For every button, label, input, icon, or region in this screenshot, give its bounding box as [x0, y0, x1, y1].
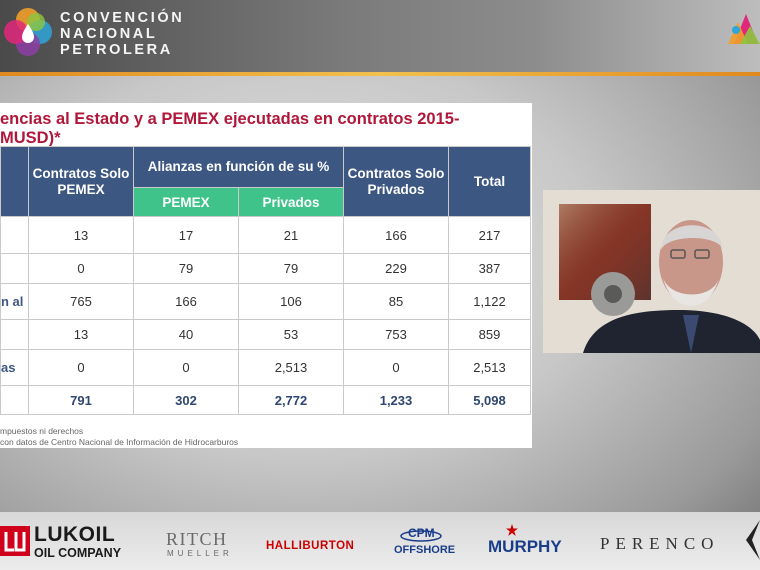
footnote-2: con datos de Centro Nacional de Información de Hidrocarburos — [0, 437, 239, 447]
cell: 85 — [344, 284, 449, 320]
brand-line-2: NACIONAL — [60, 26, 158, 42]
cell: 2,772 — [239, 386, 344, 415]
cell: 0 — [344, 350, 449, 386]
brand-line-1: CONVENCIÓN — [60, 10, 185, 26]
cell: 166 — [344, 217, 449, 254]
row-label: n al — [1, 284, 29, 320]
row-label — [1, 386, 29, 415]
table-row-total — [1, 386, 531, 415]
slide-title-line-2: MUSD)* — [0, 129, 61, 147]
sponsor-emblem-icon — [742, 520, 760, 560]
cell: 0 — [29, 350, 134, 386]
convention-logo-icon — [2, 6, 54, 58]
cell: 13 — [29, 217, 134, 254]
cell: 387 — [449, 254, 531, 284]
cell: 229 — [344, 254, 449, 284]
sponsor-cpm-sub: OFFSHORE — [394, 544, 456, 556]
row-label — [1, 217, 29, 254]
sponsor-perenco: PERENCO — [600, 534, 720, 553]
table-row — [1, 254, 531, 284]
cell: 2,513 — [449, 350, 531, 386]
header-privados: Privados — [239, 188, 344, 217]
table-row — [1, 284, 531, 320]
table-row — [1, 320, 531, 350]
convention-logo-text — [60, 10, 184, 58]
cell: 1,122 — [449, 284, 531, 320]
header-alianzas: Alianzas en función de su % — [134, 147, 344, 188]
lukoil-logo-icon — [0, 526, 30, 556]
cell: 859 — [449, 320, 531, 350]
sponsors-bar — [0, 512, 760, 570]
cell: 2,513 — [239, 350, 344, 386]
cell: 1,233 — [344, 386, 449, 415]
cell: 791 — [29, 386, 134, 415]
row-label — [1, 320, 29, 350]
cell: 40 — [134, 320, 239, 350]
sponsor-halliburton: HALLIBURTON — [266, 540, 355, 552]
cell: 79 — [239, 254, 344, 284]
footnote-1: mpuestos ni derechos — [0, 426, 84, 436]
table-row — [1, 350, 531, 386]
cell: 53 — [239, 320, 344, 350]
sponsor-ritch: RITCH — [166, 529, 228, 549]
partner-logo-icon — [726, 6, 760, 62]
cell: 106 — [239, 284, 344, 320]
sponsor-lukoil: LUKOIL — [34, 523, 116, 546]
header-solo-pemex: Contratos Solo PEMEX — [29, 147, 134, 217]
cell: 79 — [134, 254, 239, 284]
row-label — [1, 254, 29, 284]
header-total: Total — [449, 147, 531, 217]
slide-title — [0, 110, 530, 148]
contracts-table — [0, 146, 531, 415]
header-solo-privados: Contratos Solo Privados — [344, 147, 449, 217]
cell: 217 — [449, 217, 531, 254]
cell: 302 — [134, 386, 239, 415]
cell: 13 — [29, 320, 134, 350]
cell: 753 — [344, 320, 449, 350]
cell: 17 — [134, 217, 239, 254]
slide-title-line-1: encias al Estado y a PEMEX ejecutadas en contratos 2015- — [0, 110, 460, 128]
cell: 0 — [29, 254, 134, 284]
header-accent-line — [0, 72, 760, 76]
murphy-star-icon — [506, 524, 518, 536]
cell: 5,098 — [449, 386, 531, 415]
cell: 166 — [134, 284, 239, 320]
table-row — [1, 217, 531, 254]
cell: 765 — [29, 284, 134, 320]
cell: 0 — [134, 350, 239, 386]
sponsor-ritch-sub: MUELLER — [167, 549, 233, 558]
speaker-video[interactable] — [543, 190, 760, 353]
header-pemex: PEMEX — [134, 188, 239, 217]
sponsor-lukoil-sub: OIL COMPANY — [34, 546, 122, 560]
speaker-video-frame — [543, 190, 760, 353]
cell: 21 — [239, 217, 344, 254]
row-label: as — [1, 350, 29, 386]
sponsor-murphy: MURPHY — [488, 537, 562, 556]
sponsor-cpm: CPM — [408, 526, 435, 540]
header-blank-cell — [1, 147, 29, 217]
brand-line-3: PETROLERA — [60, 42, 173, 58]
